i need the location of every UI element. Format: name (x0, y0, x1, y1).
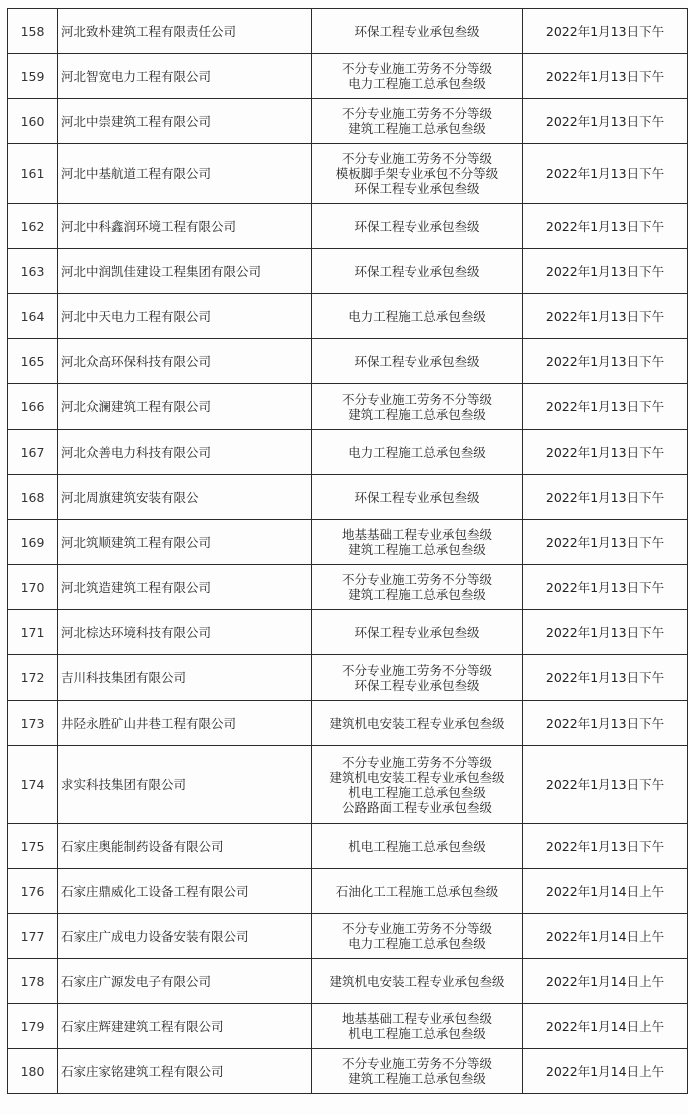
qualification-item: 电力工程施工总承包叁级 (348, 936, 486, 951)
row-number: 179 (8, 1004, 58, 1049)
qualification-item: 建筑工程施工总承包叁级 (348, 1071, 486, 1086)
qualification-cell (312, 249, 523, 294)
schedule-date: 2022年1月13日下午 (523, 54, 688, 99)
table-row (8, 869, 688, 914)
company-name: 石家庄辉建建筑工程有限公司 (58, 1004, 312, 1049)
row-number: 176 (8, 869, 58, 914)
row-number: 161 (8, 144, 58, 204)
qualification-item: 不分专业施工劳务不分等级 (341, 754, 492, 770)
company-name: 河北周旗建筑安装有限公 (58, 475, 312, 520)
company-name: 井陉永胜矿山井巷工程有限公司 (58, 701, 312, 746)
row-number: 167 (8, 430, 58, 475)
row-number: 173 (8, 701, 58, 746)
qualification-item: 模板脚手架专业承包不分等级 (335, 166, 499, 181)
company-name: 河北筑造建筑工程有限公司 (58, 565, 312, 610)
table-row (8, 384, 688, 430)
schedule-date: 2022年1月13日下午 (523, 294, 688, 339)
records-table (7, 8, 688, 1094)
qualification-item: 机电工程施工总承包叁级 (348, 838, 486, 854)
qualification-item: 不分专业施工劳务不分等级 (341, 61, 492, 76)
row-number: 170 (8, 565, 58, 610)
schedule-date: 2022年1月13日下午 (523, 475, 688, 520)
table-row (8, 294, 688, 339)
qualification-cell (312, 746, 523, 824)
company-name: 河北棕达环境科技有限公司 (58, 610, 312, 655)
schedule-date: 2022年1月13日下午 (523, 746, 688, 824)
qualification-item: 环保工程专业承包叁级 (354, 218, 480, 234)
records-table-body (8, 9, 688, 1094)
qualification-cell (312, 294, 523, 339)
table-row (8, 655, 688, 701)
row-number: 177 (8, 914, 58, 959)
company-name: 石家庄广成电力设备安装有限公司 (58, 914, 312, 959)
qualification-item: 机电工程施工总承包叁级 (348, 1026, 486, 1041)
table-row (8, 824, 688, 869)
schedule-date: 2022年1月13日下午 (523, 384, 688, 430)
table-row (8, 249, 688, 294)
qualification-item: 电力工程施工总承包叁级 (348, 308, 486, 324)
qualification-item: 建筑工程施工总承包叁级 (348, 587, 486, 602)
schedule-date: 2022年1月13日下午 (523, 339, 688, 384)
table-row (8, 339, 688, 384)
schedule-date: 2022年1月13日下午 (523, 430, 688, 475)
schedule-date: 2022年1月13日下午 (523, 824, 688, 869)
company-name: 石家庄家铭建筑工程有限公司 (58, 1049, 312, 1094)
qualification-cell (312, 701, 523, 746)
row-number: 174 (8, 746, 58, 824)
qualification-item: 建筑机电安装工程专业承包叁级 (329, 973, 505, 989)
company-name: 河北智宽电力工程有限公司 (58, 54, 312, 99)
qualification-item: 建筑工程施工总承包叁级 (348, 406, 486, 422)
qualification-cell (312, 54, 523, 99)
qualification-item: 不分专业施工劳务不分等级 (341, 391, 492, 407)
table-row (8, 701, 688, 746)
schedule-date: 2022年1月13日下午 (523, 701, 688, 746)
qualification-item: 建筑工程施工总承包叁级 (348, 542, 486, 557)
qualification-cell (312, 99, 523, 144)
company-name: 河北中基航道工程有限公司 (58, 144, 312, 204)
qualification-item: 环保工程专业承包叁级 (354, 263, 480, 279)
qualification-item: 环保工程专业承包叁级 (354, 624, 480, 640)
company-name: 求实科技集团有限公司 (58, 746, 312, 824)
qualification-item: 不分专业施工劳务不分等级 (341, 1056, 492, 1071)
table-row (8, 144, 688, 204)
row-number: 164 (8, 294, 58, 339)
company-name: 河北致朴建筑工程有限责任公司 (58, 9, 312, 54)
company-name: 石家庄鼎威化工设备工程有限公司 (58, 869, 312, 914)
table-row (8, 54, 688, 99)
qualification-item: 不分专业施工劳务不分等级 (341, 921, 492, 936)
table-row (8, 1004, 688, 1049)
schedule-date: 2022年1月14日上午 (523, 1049, 688, 1094)
table-row (8, 475, 688, 520)
qualification-item: 建筑机电安装工程专业承包叁级 (329, 769, 505, 785)
qualification-cell (312, 144, 523, 204)
table-row (8, 610, 688, 655)
qualification-item: 电力工程施工总承包叁级 (348, 444, 486, 460)
qualification-cell (312, 430, 523, 475)
company-name: 吉川科技集团有限公司 (58, 655, 312, 701)
table-row (8, 746, 688, 824)
company-name: 河北中润凯佳建设工程集团有限公司 (58, 249, 312, 294)
qualification-cell (312, 9, 523, 54)
company-name: 河北中科鑫润环境工程有限公司 (58, 204, 312, 249)
row-number: 160 (8, 99, 58, 144)
qualification-cell (312, 339, 523, 384)
company-name: 石家庄奥能制药设备有限公司 (58, 824, 312, 869)
qualification-item: 环保工程专业承包叁级 (354, 353, 480, 369)
row-number: 175 (8, 824, 58, 869)
qualification-item: 石油化工工程施工总承包叁级 (335, 883, 499, 899)
row-number: 166 (8, 384, 58, 430)
qualification-cell (312, 869, 523, 914)
schedule-date: 2022年1月14日上午 (523, 869, 688, 914)
table-row (8, 959, 688, 1004)
qualification-cell (312, 475, 523, 520)
schedule-date: 2022年1月14日上午 (523, 1004, 688, 1049)
table-row (8, 99, 688, 144)
qualification-item: 机电工程施工总承包叁级 (348, 784, 486, 800)
table-row (8, 914, 688, 959)
schedule-date: 2022年1月13日下午 (523, 204, 688, 249)
qualification-item: 不分专业施工劳务不分等级 (341, 151, 492, 166)
company-name: 河北众澜建筑工程有限公司 (58, 384, 312, 430)
table-row (8, 430, 688, 475)
qualification-cell (312, 565, 523, 610)
row-number: 163 (8, 249, 58, 294)
table-row (8, 565, 688, 610)
qualification-cell (312, 1004, 523, 1049)
qualification-item: 电力工程施工总承包叁级 (348, 76, 486, 91)
schedule-date: 2022年1月13日下午 (523, 565, 688, 610)
qualification-item: 环保工程专业承包叁级 (354, 489, 480, 505)
schedule-date: 2022年1月14日上午 (523, 914, 688, 959)
company-name: 河北筑顺建筑工程有限公司 (58, 520, 312, 565)
qualification-item: 建筑工程施工总承包叁级 (348, 121, 486, 136)
qualification-item: 建筑机电安装工程专业承包叁级 (329, 715, 505, 731)
qualification-item: 公路路面工程专业承包叁级 (341, 799, 492, 815)
qualification-cell (312, 384, 523, 430)
qualification-cell (312, 610, 523, 655)
qualification-cell (312, 204, 523, 249)
schedule-date: 2022年1月13日下午 (523, 655, 688, 701)
schedule-date: 2022年1月13日下午 (523, 99, 688, 144)
qualification-item: 不分专业施工劳务不分等级 (341, 662, 492, 678)
company-name: 河北中崇建筑工程有限公司 (58, 99, 312, 144)
schedule-date: 2022年1月14日上午 (523, 959, 688, 1004)
company-name: 河北众高环保科技有限公司 (58, 339, 312, 384)
qualification-item: 环保工程专业承包叁级 (354, 23, 480, 39)
schedule-date: 2022年1月13日下午 (523, 520, 688, 565)
row-number: 180 (8, 1049, 58, 1094)
qualification-item: 不分专业施工劳务不分等级 (341, 572, 492, 587)
row-number: 168 (8, 475, 58, 520)
row-number: 178 (8, 959, 58, 1004)
table-row (8, 9, 688, 54)
company-name: 河北众善电力科技有限公司 (58, 430, 312, 475)
schedule-date: 2022年1月13日下午 (523, 144, 688, 204)
schedule-date: 2022年1月13日下午 (523, 9, 688, 54)
row-number: 162 (8, 204, 58, 249)
qualification-cell (312, 1049, 523, 1094)
row-number: 171 (8, 610, 58, 655)
qualification-cell (312, 655, 523, 701)
qualification-cell (312, 914, 523, 959)
schedule-date: 2022年1月13日下午 (523, 249, 688, 294)
company-name: 河北中天电力工程有限公司 (58, 294, 312, 339)
qualification-cell (312, 824, 523, 869)
table-row (8, 204, 688, 249)
qualification-item: 地基基础工程专业承包叁级 (341, 527, 492, 542)
row-number: 172 (8, 655, 58, 701)
row-number: 165 (8, 339, 58, 384)
schedule-date: 2022年1月13日下午 (523, 610, 688, 655)
qualification-item: 不分专业施工劳务不分等级 (341, 106, 492, 121)
table-row (8, 1049, 688, 1094)
qualification-cell (312, 959, 523, 1004)
row-number: 169 (8, 520, 58, 565)
qualification-cell (312, 520, 523, 565)
qualification-item: 地基基础工程专业承包叁级 (341, 1011, 492, 1026)
qualification-item: 环保工程专业承包叁级 (354, 677, 480, 693)
company-name: 石家庄广源发电子有限公司 (58, 959, 312, 1004)
row-number: 158 (8, 9, 58, 54)
row-number: 159 (8, 54, 58, 99)
table-row (8, 520, 688, 565)
qualification-item: 环保工程专业承包叁级 (354, 181, 480, 196)
